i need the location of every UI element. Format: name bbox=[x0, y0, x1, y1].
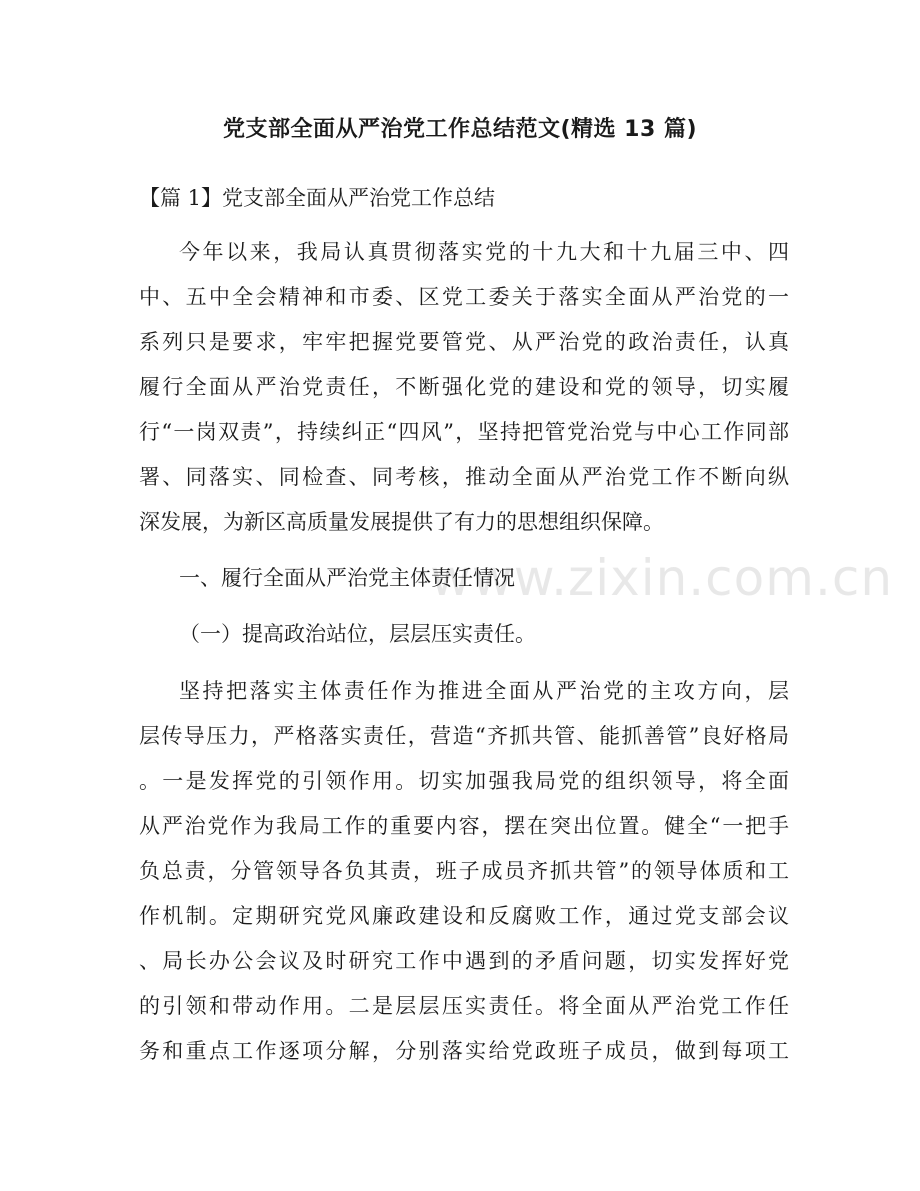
body-line-8: 的引领和带动作用。二是层层压实责任。将全面从严治党工作任 bbox=[139, 994, 789, 1018]
intro-line-1: 今年以来，我局认真贯彻落实党的十九大和十九届三中、四 bbox=[179, 240, 789, 264]
intro-line-3: 系列只是要求，牢牢把握党要管党、从严治党的政治责任，认真 bbox=[139, 330, 789, 354]
intro-line-6: 署、同落实、同检查、同考核，推动全面从严治党工作不断向纵 bbox=[139, 465, 789, 489]
body-line-4: 从严治党作为我局工作的重要内容，摆在突出位置。健全“一把手 bbox=[139, 814, 789, 838]
subheading-1: （一）提高政治站位，层层压实责任。 bbox=[179, 622, 536, 646]
body-line-3: 。一是发挥党的引领作用。切实加强我局党的组织领导，将全面 bbox=[139, 769, 789, 793]
document-title: 党支部全面从严治党工作总结范文(精选 13 篇) bbox=[222, 117, 698, 142]
intro-line-4: 履行全面从严治党责任，不断强化党的建设和党的领导，切实履 bbox=[139, 375, 789, 399]
intro-line-7: 深发展，为新区高质量发展提供了有力的思想组织保障。 bbox=[139, 510, 664, 534]
body-line-7: 、局长办公会议及时研究工作中遇到的矛盾问题，切实发挥好党 bbox=[139, 949, 789, 973]
body-line-6: 作机制。定期研究党风廉政建设和反腐败工作，通过党支部会议 bbox=[139, 904, 789, 928]
section-heading: 【篇 1】党支部全面从严治党工作总结 bbox=[139, 186, 496, 210]
body-line-5: 负总责，分管领导各负其责，班子成员齐抓共管”的领导体质和工 bbox=[139, 859, 789, 883]
intro-line-2: 中、五中全会精神和市委、区党工委关于落实全面从严治党的一 bbox=[139, 285, 789, 309]
watermark-text: www.zixin.com.cn bbox=[430, 549, 894, 607]
body-line-9: 务和重点工作逐项分解，分别落实给党政班子成员，做到每项工 bbox=[139, 1039, 789, 1063]
intro-line-5: 行“一岗双责”，持续纠正“四风”，坚持把管党治党与中心工作同部 bbox=[139, 420, 789, 444]
body-line-2: 层传导压力，严格落实责任，营造“齐抓共管、能抓善管”良好格局 bbox=[139, 724, 789, 748]
body-line-1: 坚持把落实主体责任作为推进全面从严治党的主攻方向，层 bbox=[179, 679, 789, 703]
heading-1: 一、履行全面从严治党主体责任情况 bbox=[179, 566, 515, 590]
